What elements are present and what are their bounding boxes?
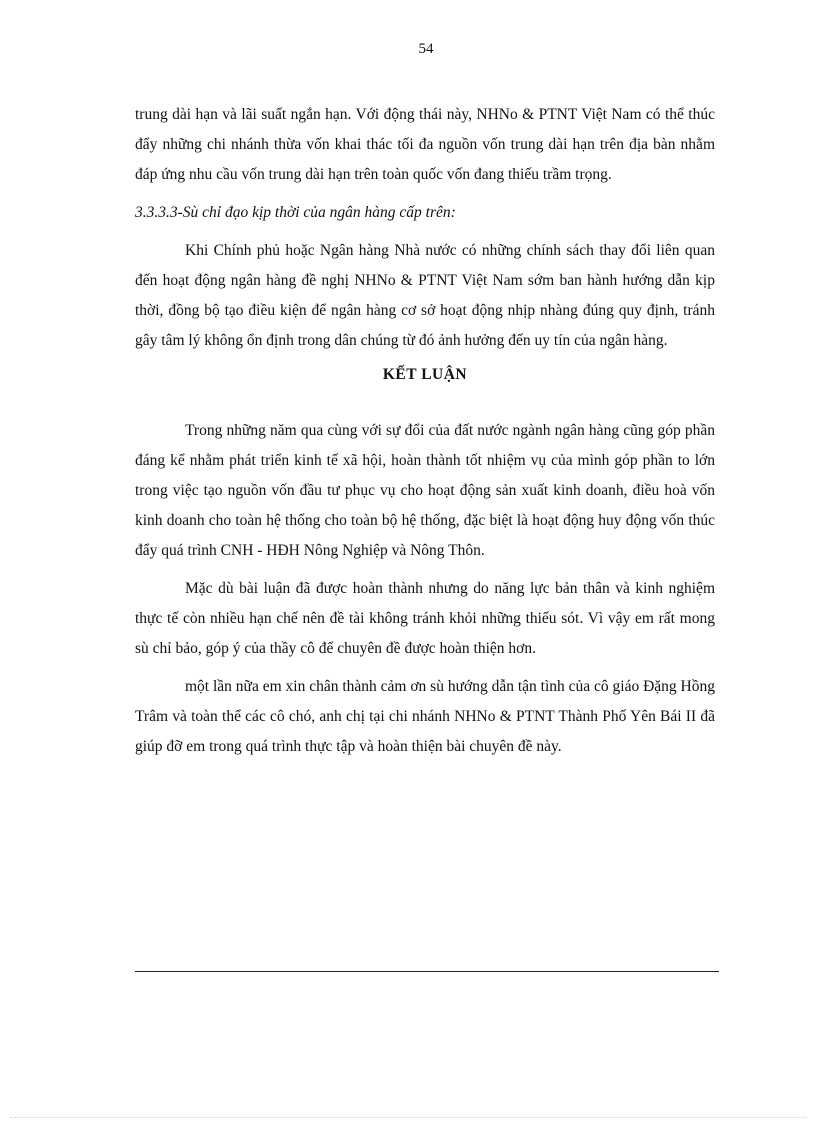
conclusion-paragraph-2: Mặc dù bài luận đã được hoàn thành nhưng do năng lực bản thân và kinh nghiệm thực tế còn nhiều hạn chế nên đề tài không tránh khỏi những thiếu sót. Vì vậy em rất mong sù chỉ bảo, góp ý của thầy cô để chuyên đề được hoàn thiện hơn.	[135, 580, 715, 657]
conclusion-heading: KẾT LUẬN	[382, 366, 468, 383]
conclusion-paragraph-3: một lần nữa em xin chân thành cảm ơn sù hướng dẫn tận tình của cô giáo Đặng Hồng Trâm và toàn thể các cô chó, anh chị tại chi nhánh NHNo & PTNT Thành Phố Yên Bái II đã giúp đỡ em trong quá trình thực tập và hoàn thiện bài chuyên đề này.	[135, 678, 715, 755]
document-body	[135, 100, 715, 762]
paragraph-directive: Khi Chính phủ hoặc Ngân hàng Nhà nước có những chính sách thay đổi liên quan đến hoạt động ngân hàng đề nghị NHNo & PTNT Việt Nam sớm ban hành hướng dẫn kịp thời, đồng bộ tạo điều kiện để ngân hàng cơ sở hoạt động nhịp nhàng đúng quy định, tránh gây tâm lý không ổn định trong dân chúng từ đó ảnh hưởng đến uy tín của ngân hàng.	[135, 242, 715, 349]
footer-rule	[135, 971, 719, 972]
section-subheading: 3.3.3.3-Sù chỉ đạo kịp thời của ngân hàng cấp trên:	[135, 204, 456, 221]
page-number: 54	[418, 41, 434, 57]
conclusion-paragraph-1: Trong những năm qua cùng với sự đổi của đất nước ngành ngân hàng cũng góp phần đáng kể nhằm phát triển kinh tế xã hội, hoàn thành tốt nhiệm vụ của mình góp phần to lớn trong việc tạo nguồn vốn đầu tư phục vụ cho hoạt động sản xuất kinh doanh, điều hoà vốn kinh doanh cho toàn hệ thống cho toàn bộ hệ thống, đặc biệt là hoạt động huy động vốn thúc đẩy quá trình CNH - HĐH Nông Nghiệp và Nông Thôn.	[135, 422, 715, 559]
page-bottom-border	[10, 1117, 806, 1118]
paragraph-continuation: trung dài hạn và lãi suất ngắn hạn. Với động thái này, NHNo & PTNT Việt Nam có thể thúc đẩy những chi nhánh thừa vốn khai thác tối đa nguồn vốn trung dài hạn trên địa bàn nhằm đáp ứng nhu cầu vốn trung dài hạn trên toàn quốc vốn đang thiếu trầm trọng.	[135, 106, 715, 183]
